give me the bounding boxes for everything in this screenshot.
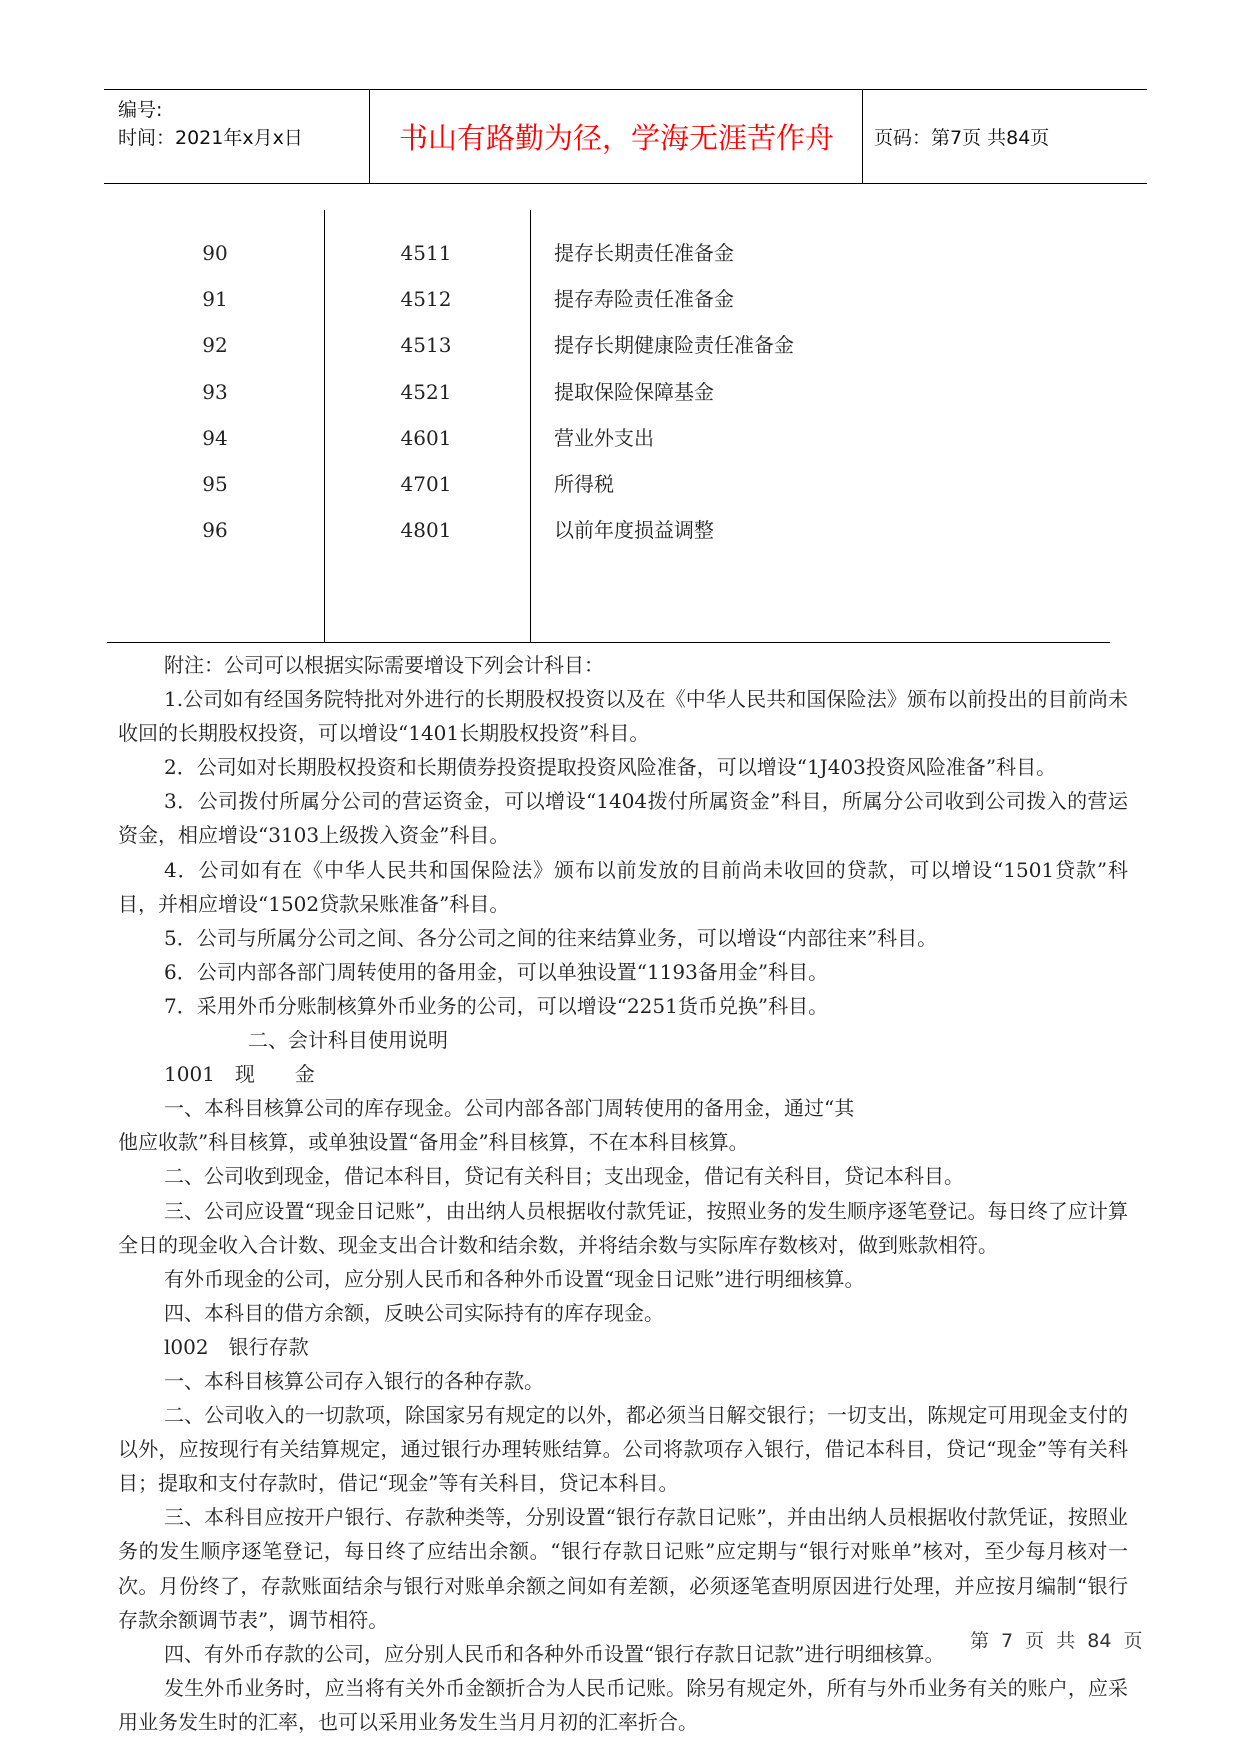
table-cell-name: 提存长期责任准备金 [554,241,734,265]
table-cell-code: 4511 [400,241,452,265]
header-meta [118,96,368,152]
bank-paragraph: 一、本科目核算公司存入银行的各种存款。 [164,1368,544,1393]
table-cell-name: 提存寿险责任准备金 [554,287,734,312]
bank-paragraph: 发生外币业务时，应当将有关外币金额折合为人民币记账。除另有规定外，所有与外币业务有关的账户，应采用业务发生时的汇率，也可以采用业务发生当月月初的汇率折合。 [118,1675,1128,1734]
note-item: 6．公司内部各部门周转使用的备用金，可以单独设置“1193备用金”科目。 [164,959,829,984]
table-column-divider [530,210,531,642]
table-cell-code: 4513 [400,333,452,358]
bank-paragraph: 四、有外币存款的公司，应分别人民币和各种外币设置“银行存款日记款”进行明细核算。 [164,1641,945,1666]
header-divider [862,90,863,183]
cash-paragraph: 一、本科目核算公司的库存现金。公司内部各部门周转使用的备用金，通过“其 [164,1096,855,1121]
table-cell-code: 4601 [400,425,452,450]
table-cell-number: 93 [202,379,228,404]
table-cell-code: 4701 [400,472,452,496]
note-item: 2．公司如对长期股权投资和长期债券投资提取投资风险准备，可以增设“1J403投资风险准备”科目。 [164,755,1057,780]
cash-paragraph: 二、公司收到现金，借记本科目，贷记有关科目；支出现金，借记有关科目，贷记本科目。 [164,1164,964,1189]
serial-number-label: 编号: [118,99,163,121]
cash-paragraph-continued: 他应收款”科目核算，或单独设置“备用金”科目核算，不在本科目核算。 [118,1130,749,1155]
table-cell-name: 营业外支出 [554,425,654,450]
cash-paragraph: 有外币现金的公司，应分别人民币和各种外币设置“现金日记账”进行明细核算。 [164,1266,865,1291]
table-cell-number: 90 [202,241,228,265]
header-page-info: 页码：第7页 共84页 [874,127,1050,149]
page-footer: 第 7 页 共 84 页 [970,1630,1143,1652]
table-cell-name: 所得税 [554,472,614,496]
table-column-divider [324,210,325,642]
cash-paragraph: 三、公司应设置“现金日记账”，由出纳人员根据收付款凭证，按照业务的发生顺序逐笔登记。每日终了应计算全日的现金收入合计数、现金支出合计数和结余数，并将结余数与实际库存数核对，做到账款相符。 [118,1198,1128,1257]
table-cell-code: 4521 [400,379,452,404]
subject-heading-1001: 1001 现 金 [164,1062,315,1087]
table-cell-name: 提取保险保障基金 [554,379,714,404]
subject-heading-1002: l002 银行存款 [164,1334,309,1359]
table-cell-code: 4801 [400,518,452,543]
table-cell-number: 92 [202,333,228,358]
page-header [104,89,1147,184]
table-cell-name: 提存长期健康险责任准备金 [554,333,794,358]
note-heading: 附注：公司可以根据实际需要增设下列会计科目： [164,653,604,677]
document-body [118,648,1128,1739]
note-item: 7．采用外币分账制核算外币业务的公司，可以增设“2251货币兑换”科目。 [164,993,829,1018]
table-cell-number: 91 [202,287,228,312]
section-heading: 二、会计科目使用说明 [248,1028,448,1053]
table-bottom-rule [107,642,1110,643]
header-divider [369,90,370,183]
date-label: 时间：2021年x月x日 [118,127,303,149]
note-item: 1.公司如有经国务院特批对外进行的长期股权投资以及在《中华人民共和国保险法》颁布以前投出的目前尚未收回的长期股权投资，可以增设“1401长期股权投资”科目。 [118,687,1128,746]
bank-paragraph: 三、本科目应按开户银行、存款种类等，分别设置“银行存款日记账”，并由出纳人员根据收付款凭证，按照业务的发生顺序逐笔登记，每日终了应结出余额。“银行存款日记账”应定期与“银行对账单”核对，至少每月核对一次。月份终了，存款账面结余与银行对账单余额之间如有差额，必须逐笔查明原因进行处理，并应按月编制“银行存款余额调节表”，调节相符。 [118,1505,1128,1632]
table-cell-code: 4512 [400,287,452,312]
note-item: 5．公司与所属分公司之间、各分公司之间的往来结算业务，可以增设“内部往来”科目。 [164,925,938,950]
table-cell-name: 以前年度损益调整 [554,518,714,543]
note-item: 3．公司拨付所属分公司的营运资金，可以增设“1404拨付所属资金”科目，所属分公司收到公司拨入的营运资金，相应增设“3103上级拨入资金”科目。 [118,789,1128,848]
cash-paragraph: 四、本科目的借方余额，反映公司实际持有的库存现金。 [164,1300,664,1325]
table-cell-number: 94 [202,425,228,450]
table-cell-number: 95 [202,472,228,496]
bank-paragraph: 二、公司收入的一切款项，除国家另有规定的以外，都必须当日解交银行；一切支出，陈规定可用现金支付的以外，应按现行有关结算规定，通过银行办理转账结算。公司将款项存入银行，借记本科目，贷记“现金”等有关科目；提取和支付存款时，借记“现金”等有关科目，贷记本科目。 [118,1403,1128,1496]
table-cell-number: 96 [202,518,228,543]
header-motto: 书山有路勤为径，学海无涯苦作舟 [398,121,834,155]
note-item: 4．公司如有在《中华人民共和国保险法》颁布以前发放的目前尚未收回的贷款，可以增设“1501贷款”科目，并相应增设“1502贷款呆账准备”科目。 [118,857,1128,916]
